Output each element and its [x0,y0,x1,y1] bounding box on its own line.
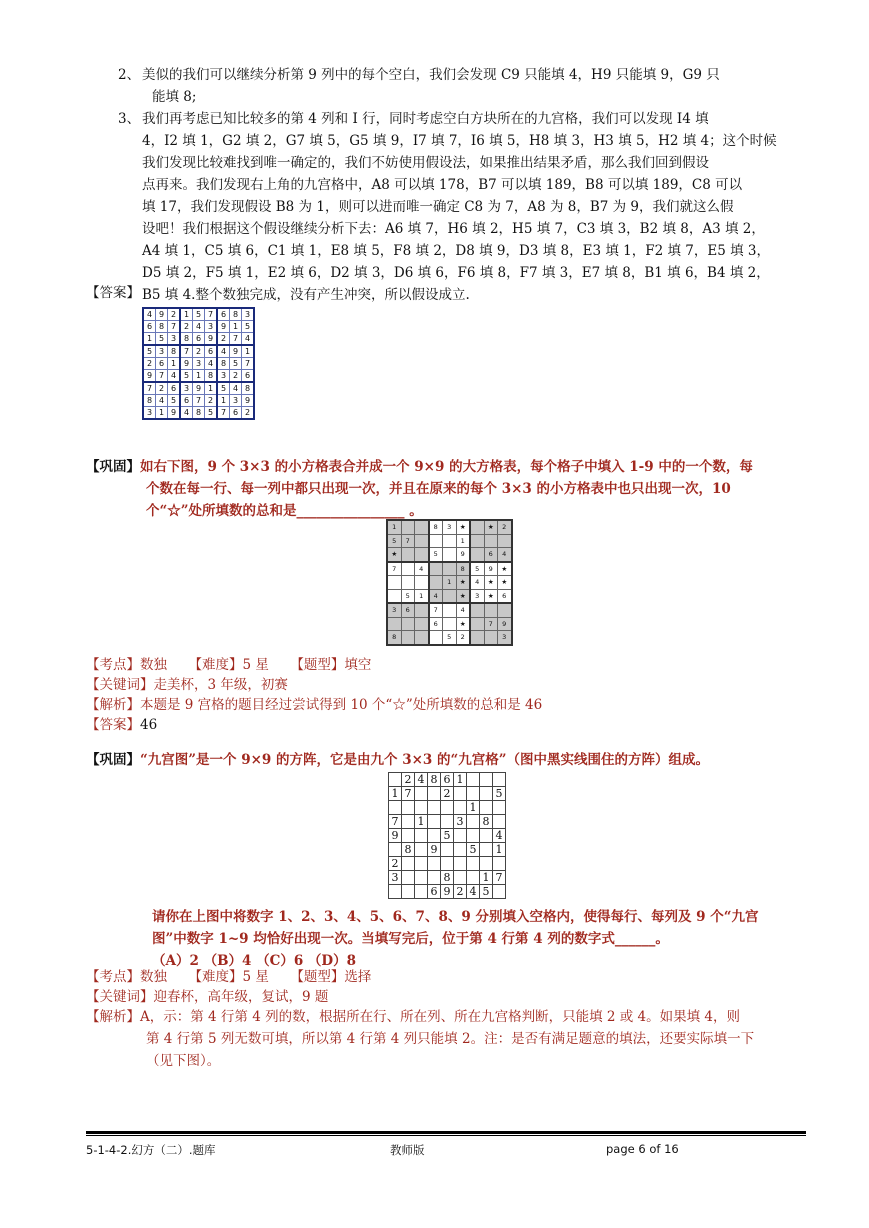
grid-cell: 1 [387,520,401,534]
grid-cell: 6 [429,617,443,631]
grid-cell [443,562,457,576]
grid-cell: 5 [193,308,205,321]
q1-analysis: 【解析】本题是 9 宫格的题目经过尝试得到 10 个“☆”处所填数的总和是 46 [86,697,543,713]
grid-cell: 8 [217,358,230,370]
grid-cell [428,787,441,801]
grid-cell: 7 [401,534,415,548]
grid-cell [415,576,429,590]
grid-cell [389,843,402,857]
grid-cell: 4 [415,562,429,576]
grid-cell [428,829,441,843]
grid-cell [480,773,493,787]
grid-cell: 3 [454,815,467,829]
grid-cell: ★ [456,589,470,603]
grid-cell [467,857,480,871]
grid-cell: 2 [441,787,454,801]
grid-cell: 5 [387,534,401,548]
grid-cell: 8 [242,382,255,395]
q2-label: 【巩固】 [86,752,140,768]
grid-cell [401,562,415,576]
grid-cell [402,885,415,899]
grid-cell [428,871,441,885]
grid-cell [401,548,415,562]
grid-cell [493,801,506,815]
grid-cell: 9 [230,345,242,358]
grid-cell: 5 [205,407,218,420]
grid-cell: 1 [143,333,156,346]
footer-left: 5-1-4-2.幻方（二）.题库 [86,1143,216,1157]
grid-cell: 8 [428,773,441,787]
grid-cell: ★ [456,520,470,534]
grid-cell: 7 [387,562,401,576]
grid-cell: 5 [429,548,443,562]
grid-cell [401,617,415,631]
grid-cell: 4 [168,370,181,383]
grid-cell: 4 [180,407,193,420]
grid-cell: 1 [467,801,480,815]
grid-cell [441,857,454,871]
grid-cell: 6 [168,382,181,395]
grid-cell: 3 [143,407,156,420]
grid-cell [428,815,441,829]
grid-cell: 1 [193,370,205,383]
grid-cell [454,829,467,843]
grid-cell [387,589,401,603]
grid-cell [415,520,429,534]
grid-cell: 8 [441,871,454,885]
grid-cell: ★ [484,520,498,534]
text-line: 设吧！我们根据这个假设继续分析下去：A6 填 7，H6 填 2，H5 填 7，C3 填 3，B2 填 8，A3 填 2， [142,221,765,237]
grid-cell: 4 [143,308,156,321]
grid-cell [484,603,498,617]
grid-cell: 1 [415,815,428,829]
grid-cell: 6 [484,548,498,562]
grid-cell: 9 [193,382,205,395]
grid-cell [470,631,484,645]
grid-cell: 2 [217,333,230,346]
grid-cell: 9 [484,562,498,576]
grid-cell [467,787,480,801]
grid-cell [428,857,441,871]
grid-cell: 3 [387,603,401,617]
grid-cell [415,617,429,631]
grid-cell: 2 [230,370,242,383]
solution-step-2 [118,64,810,108]
solution-step-3 [118,108,810,306]
grid-cell: 9 [143,370,156,383]
grid-cell: 9 [389,829,402,843]
grid-cell: ★ [498,576,512,590]
grid-cell [402,815,415,829]
grid-cell: 8 [143,395,156,407]
grid-cell: 7 [242,358,255,370]
grid-cell: 4 [217,345,230,358]
grid-cell: 3 [180,382,193,395]
q2-text [86,749,709,771]
grid-cell [498,534,512,548]
grid-cell: 2 [168,308,181,321]
grid-cell: 3 [242,308,255,321]
grid-cell: 8 [156,321,168,333]
grid-cell [429,576,443,590]
grid-cell: 9 [242,395,255,407]
grid-cell: 9 [180,358,193,370]
grid-cell: 1 [454,773,467,787]
grid-cell: 5 [168,395,181,407]
grid-cell: 7 [402,787,415,801]
grid-cell: 5 [441,829,454,843]
grid-cell: 5 [467,843,480,857]
grid-cell [454,787,467,801]
grid-cell [454,871,467,885]
q1-keywords: 【关键词】走美杯，3 年级，初赛 [86,677,288,693]
grid-cell [441,801,454,815]
grid-cell [441,843,454,857]
q2-sudoku-grid [388,772,506,899]
grid-cell: 7 [429,603,443,617]
grid-cell: 1 [389,787,402,801]
answer-sudoku-grid [142,307,255,420]
grid-cell: 1 [415,589,429,603]
step-number: 2、 [118,67,141,83]
grid-cell [454,801,467,815]
q2-keywords: 【关键词】迎春杯，高年级，复试，9 题 [86,989,329,1005]
grid-cell: 8 [456,562,470,576]
grid-cell: 5 [156,333,168,346]
grid-cell: ★ [456,576,470,590]
grid-cell: 2 [180,321,193,333]
grid-cell: 6 [498,589,512,603]
grid-cell: 5 [180,370,193,383]
grid-cell: 7 [484,617,498,631]
grid-cell [493,815,506,829]
grid-cell [429,631,443,645]
grid-cell: 7 [143,382,156,395]
q1-line: 个“☆”处所填数的总和是________________ 。 [146,503,423,519]
grid-cell: 2 [454,885,467,899]
grid-cell: 7 [193,395,205,407]
grid-cell: 8 [193,407,205,420]
grid-cell: 1 [156,407,168,420]
grid-cell [443,534,457,548]
grid-cell [467,815,480,829]
q1-answer: 【答案】46 [86,717,158,733]
answer-label: 【答案】 [86,285,140,301]
grid-cell: 7 [389,815,402,829]
q2-kaodian: 【考点】数独 【难度】5 星 【题型】选择 [86,969,372,985]
grid-cell: 3 [168,333,181,346]
grid-cell: 7 [205,308,218,321]
grid-cell: 5 [480,885,493,899]
grid-cell: 1 [456,534,470,548]
grid-cell: 6 [401,603,415,617]
footer-divider [86,1131,806,1134]
grid-cell: 8 [429,520,443,534]
grid-cell: 9 [498,617,512,631]
grid-cell: 5 [470,562,484,576]
grid-cell: 9 [168,407,181,420]
grid-cell: 1 [217,395,230,407]
text-line: B5 填 4.整个数独完成，没有产生冲突，所以假设成立. [142,287,470,303]
grid-cell [387,576,401,590]
grid-cell: 4 [205,358,218,370]
grid-cell: 2 [193,345,205,358]
grid-cell: 7 [156,370,168,383]
grid-cell: 8 [180,333,193,346]
grid-cell: 4 [467,885,480,899]
grid-cell [443,617,457,631]
grid-cell: 4 [415,773,428,787]
grid-cell [415,534,429,548]
grid-cell: 6 [217,308,230,321]
grid-cell: 2 [456,631,470,645]
grid-cell [402,829,415,843]
grid-cell: 5 [401,589,415,603]
q2-line: “九宫图”是一个 9×9 的方阵，它是由九个 3×3 的“九宫格”（图中黑实线围住的方阵）组成。 [140,752,710,768]
grid-cell: 1 [180,308,193,321]
grid-cell: 8 [402,843,415,857]
grid-cell: 4 [193,321,205,333]
grid-cell [493,885,506,899]
grid-cell [415,631,429,645]
grid-cell: 5 [443,631,457,645]
grid-cell: 7 [217,407,230,420]
grid-cell: 1 [205,382,218,395]
text-line: 4，I2 填 1，G2 填 2，G7 填 5，G5 填 9，I7 填 7，I6 填 5，H8 填 3，H3 填 5，H2 填 4；这个时候 [142,133,777,149]
grid-cell: 4 [456,603,470,617]
grid-cell: 3 [156,345,168,358]
q2-prompt-line: 请你在上图中将数字 1、2、3、4、5、6、7、8、9 分别填入空格内，使得每行、每列及 9 个“九宫 [152,909,759,925]
grid-cell: 6 [428,885,441,899]
grid-cell [454,843,467,857]
grid-cell [415,843,428,857]
footer-page: page 6 of 16 [606,1142,679,1156]
grid-cell: 2 [205,395,218,407]
grid-cell [443,589,457,603]
q2-analysis: 【解析】A，示：第 4 行第 4 列的数，根据所在行、所在列、所在九宫格判断，只能填 2 或 4。如果填 4，则 第 4 行第 5 列无数可填，所以第 4 行第 4 列只能填 2。注：是否有满足题意的填法，还要实际填一下 （见下图）。 [86,1009,755,1069]
text-line: 能填 8; [152,89,197,105]
grid-cell: 9 [156,308,168,321]
grid-cell [467,829,480,843]
grid-cell: 8 [387,631,401,645]
grid-cell: 6 [156,358,168,370]
grid-cell: 8 [230,308,242,321]
grid-cell: 8 [480,815,493,829]
footer-divider-thin [86,1135,806,1136]
grid-cell [402,801,415,815]
grid-cell: 7 [180,345,193,358]
grid-cell: 3 [443,520,457,534]
grid-cell: ★ [456,617,470,631]
grid-cell: 7 [493,871,506,885]
grid-cell [493,857,506,871]
text-line: 点再来。我们发现右上角的九宫格中，A8 可以填 178，B7 可以填 189，B8 可以填 189，C8 可以 [142,177,743,193]
grid-cell: 9 [441,885,454,899]
q1-line: 如右下图，9 个 3×3 的小方格表合并成一个 9×9 的大方格表，每个格子中填入 1-9 中的一个数，每 [140,459,753,475]
text-line: A4 填 1，C5 填 6，C1 填 1，E8 填 5，F8 填 2，D8 填 9，D3 填 8，E3 填 1，F2 填 7，E5 填 3， [142,243,770,259]
grid-cell: 9 [217,321,230,333]
grid-cell [480,801,493,815]
grid-cell [470,603,484,617]
grid-cell: 2 [242,407,255,420]
grid-cell: 6 [143,321,156,333]
grid-cell: 9 [428,843,441,857]
grid-cell [415,801,428,815]
grid-cell [441,815,454,829]
grid-cell: 2 [402,773,415,787]
grid-cell [415,787,428,801]
grid-cell [470,520,484,534]
grid-cell: ★ [498,562,512,576]
q1-kaodian: 【考点】数独 【难度】5 星 【题型】填空 [86,657,372,673]
grid-cell [467,871,480,885]
grid-cell: 1 [443,576,457,590]
grid-cell [480,857,493,871]
q2-prompt-line: 图”中数字 1~9 均恰好出现一次。当填写完后，位于第 4 行第 4 列的数字式______。 [152,931,669,947]
grid-cell: 4 [498,548,512,562]
grid-cell: 3 [230,395,242,407]
grid-cell: 7 [230,333,242,346]
grid-cell: 5 [242,321,255,333]
grid-cell [401,520,415,534]
grid-cell [402,871,415,885]
grid-cell [480,829,493,843]
grid-cell [415,885,428,899]
text-line: 美似的我们可以继续分析第 9 列中的每个空白，我们会发现 C9 只能填 4，H9 只能填 9，G9 只 [142,67,720,83]
grid-cell [480,787,493,801]
grid-cell: ★ [387,548,401,562]
grid-cell: 3 [470,589,484,603]
grid-cell: 9 [205,333,218,346]
grid-cell: 2 [389,857,402,871]
grid-cell: 5 [493,787,506,801]
grid-cell [443,603,457,617]
q1-sudoku-grid [386,519,513,646]
text-line: 填 17，我们发现假设 B8 为 1，则可以进而唯一确定 C8 为 7，A8 为 8，B7 为 9，我们就这么假 [142,199,734,215]
grid-cell: 1 [493,843,506,857]
grid-cell [415,603,429,617]
grid-cell [480,843,493,857]
grid-cell [415,548,429,562]
grid-cell: 6 [205,345,218,358]
grid-cell [415,871,428,885]
grid-cell: 4 [493,829,506,843]
grid-cell: 5 [230,358,242,370]
grid-cell: 1 [230,321,242,333]
grid-cell [484,631,498,645]
grid-cell: 8 [205,370,218,383]
grid-cell: 1 [168,358,181,370]
grid-cell [389,801,402,815]
text-line: 我们发现比较难找到唯一确定的，我们不妨使用假设法，如果推出结果矛盾，那么我们回到假设 [142,155,709,171]
grid-cell: 1 [480,871,493,885]
grid-cell: 3 [193,358,205,370]
grid-cell [428,801,441,815]
grid-cell [387,617,401,631]
grid-cell: ★ [484,589,498,603]
grid-cell: 4 [470,576,484,590]
q2-options: （A）2 （B）4 （C）6 （D）8 [152,953,357,969]
grid-cell [429,562,443,576]
q2-prompt [152,906,812,972]
grid-cell [443,548,457,562]
grid-cell [402,857,415,871]
grid-cell [470,548,484,562]
grid-cell [498,603,512,617]
grid-cell: 6 [242,370,255,383]
grid-cell: 5 [143,345,156,358]
grid-cell: 4 [242,333,255,346]
footer-center: 教师版 [390,1143,425,1157]
q1-text [86,456,810,522]
grid-cell: 2 [498,520,512,534]
grid-cell [470,617,484,631]
grid-cell: 6 [441,773,454,787]
grid-cell [454,857,467,871]
text-line: D5 填 2，F5 填 1，E2 填 6，D2 填 3，D6 填 6，F6 填 8，F7 填 3，E7 填 8，B1 填 6，B4 填 2， [142,265,770,281]
grid-cell: 7 [168,321,181,333]
grid-cell [484,534,498,548]
grid-cell: 4 [156,395,168,407]
step-number: 3、 [118,111,141,127]
grid-cell [429,534,443,548]
grid-cell: 2 [143,358,156,370]
text-line: 我们再考虑已知比较多的第 4 列和 I 行，同时考虑空白方块所在的九宫格，我们可以发现 I4 填 [142,111,709,127]
grid-cell [470,534,484,548]
grid-cell [401,631,415,645]
grid-cell [415,829,428,843]
q1-label: 【巩固】 [86,459,140,475]
grid-cell: 4 [429,589,443,603]
grid-cell [493,773,506,787]
grid-cell: 5 [217,382,230,395]
grid-cell: 3 [389,871,402,885]
grid-cell: 6 [230,407,242,420]
grid-cell: 6 [180,395,193,407]
grid-cell: 4 [230,382,242,395]
grid-cell [401,576,415,590]
grid-cell: 9 [456,548,470,562]
grid-cell: 6 [193,333,205,346]
q1-line: 个数在每一行、每一列中都只出现一次，并且在原来的每个 3×3 的小方格表中也只出现一次，10 [146,481,731,497]
grid-cell: 1 [242,345,255,358]
grid-cell [389,885,402,899]
grid-cell [389,773,402,787]
grid-cell: 3 [205,321,218,333]
grid-cell: 3 [217,370,230,383]
grid-cell: 2 [156,382,168,395]
grid-cell: 8 [168,345,181,358]
grid-cell [415,857,428,871]
grid-cell: ★ [484,576,498,590]
grid-cell: 3 [498,631,512,645]
grid-cell [467,773,480,787]
